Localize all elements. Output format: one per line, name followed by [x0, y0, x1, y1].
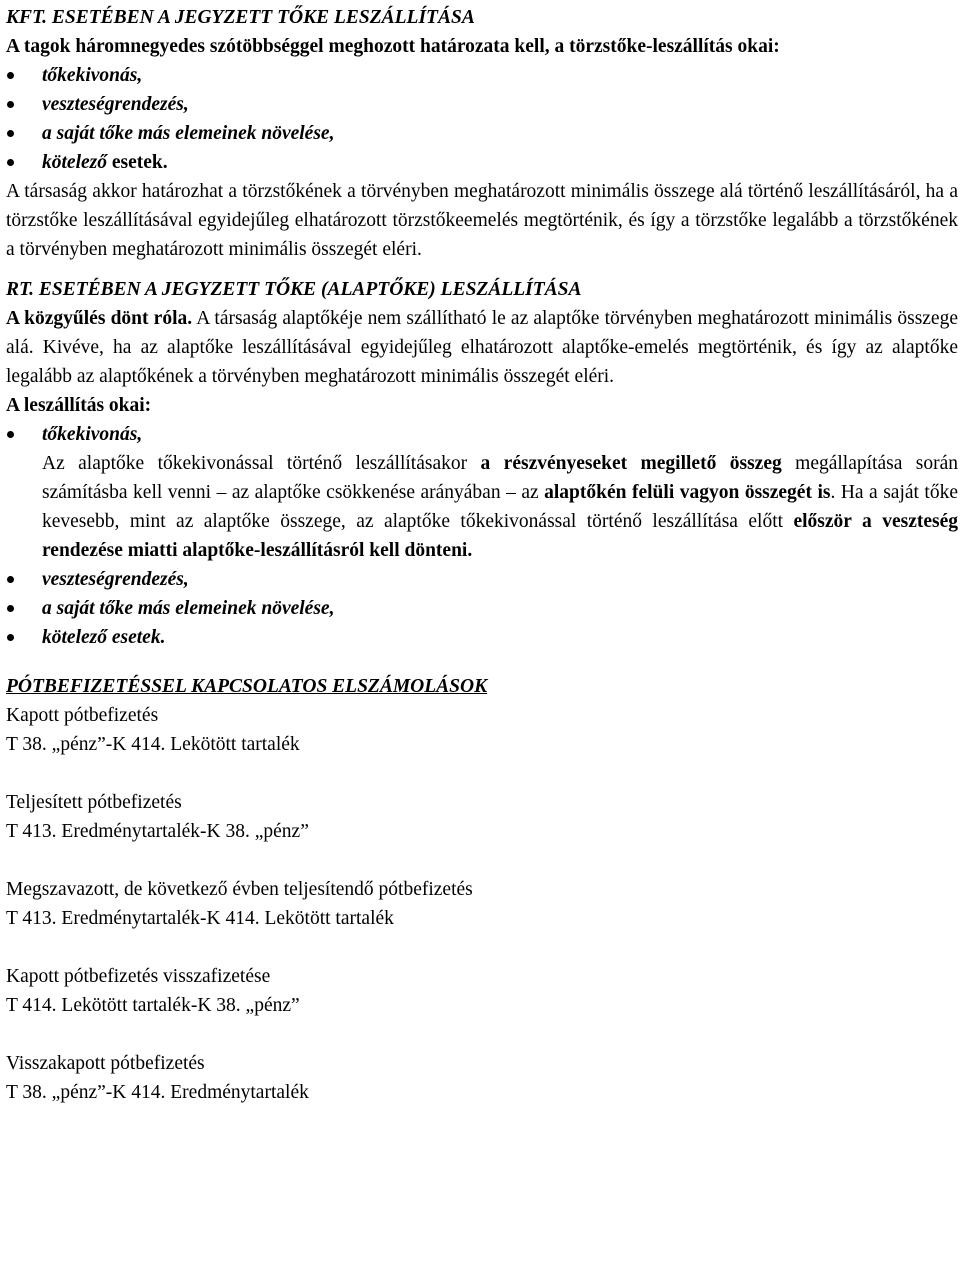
list-item: veszteségrendezés,	[6, 90, 958, 119]
entry-booking: T 414. Lekötött tartalék-K 38. „pénz”	[6, 995, 300, 1016]
bullet-icon	[7, 130, 14, 137]
bullet-icon	[7, 101, 14, 108]
document-page	[6, 3, 958, 1107]
kft-paragraph: A társaság akkor határozhat a törzstőkének a törvényben meghatározott minimális összege alá történő leszállításáról, ha a törzstőke leszállításával egyidejűleg elhatározott törzstőkeemelés megtörténik, és így a törzstőke legalább a törzstőkének a törvényben meghatározott minimális összegét eléri.	[6, 181, 958, 260]
rt-reasons-title: A leszállítás okai:	[6, 395, 152, 416]
kft-reason-list	[6, 61, 958, 177]
bullet-icon	[7, 634, 14, 641]
bullet-icon	[7, 605, 14, 612]
list-item: a saját tőke más elemeinek növelése,	[6, 594, 958, 623]
list-item: a saját tőke más elemeinek növelése,	[6, 119, 958, 148]
list-item: tőkekivonás,	[6, 61, 958, 90]
rt-section-title: RT. ESETÉBEN A JEGYZETT TŐKE (ALAPTŐKE) LESZÁLLÍTÁSA	[6, 279, 582, 300]
list-item: kötelező esetek.	[6, 148, 958, 177]
entry-booking: T 413. Eredménytartalék-K 38. „pénz”	[6, 821, 309, 842]
potbefizetes-section-title: PÓTBEFIZETÉSSEL KAPCSOLATOS ELSZÁMOLÁSOK	[6, 676, 488, 697]
entry-booking: T 38. „pénz”-K 414. Lekötött tartalék	[6, 734, 300, 755]
entry-label: Visszakapott pótbefizetés	[6, 1053, 205, 1074]
list-item: kötelező esetek.	[6, 623, 958, 652]
entry-label: Kapott pótbefizetés	[6, 705, 159, 726]
entry-label: Megszavazott, de következő évben teljesítendő pótbefizetés	[6, 879, 473, 900]
list-item	[6, 420, 958, 565]
bullet-icon	[7, 72, 14, 79]
bullet-icon	[7, 159, 14, 166]
entry-booking: T 38. „pénz”-K 414. Eredménytartalék	[6, 1082, 309, 1103]
bullet-icon	[7, 576, 14, 583]
rt-paragraph: A közgyűlés dönt róla. A társaság alaptőkéje nem szállítható le az alaptőke törvényben meghatározott minimális összege alá. Kivéve, ha az alaptőke leszállításával egyidejűleg elhatározott alaptőke-emelés megtörténik, és így az alaptőke legalább az alaptőkének a törvényben meghatározott minimális összegét eléri.	[6, 308, 958, 387]
bullet-icon	[7, 431, 14, 438]
entry-label: Kapott pótbefizetés visszafizetése	[6, 966, 271, 987]
list-item: veszteségrendezés,	[6, 565, 958, 594]
rt-item1-label: tőkekivonás,	[42, 424, 143, 445]
rt-item1-text: Az alaptőke tőkekivonással történő leszállításakor a részvényeseket megillető összeg megállapítása során számításba kell venni – az alaptőke csökkenése arányában – az alaptőkén felüli vagyon összegét is. Ha a saját tőke kevesebb, mint az alaptőke összege, az alaptőke tőkekivonással történő leszállítása előtt először a veszteség rendezése miatti alaptőke-leszállításról kell dönteni.	[42, 453, 959, 561]
entry-label: Teljesített pótbefizetés	[6, 792, 182, 813]
rt-reason-list	[6, 420, 958, 652]
entry-booking: T 413. Eredménytartalék-K 414. Lekötött tartalék	[6, 908, 394, 929]
kft-intro: A tagok háromnegyedes szótöbbséggel meghozott határozata kell, a törzstőke-leszállítás okai:	[6, 36, 780, 57]
kft-section-title: KFT. ESETÉBEN A JEGYZETT TŐKE LESZÁLLÍTÁSA	[6, 7, 475, 28]
